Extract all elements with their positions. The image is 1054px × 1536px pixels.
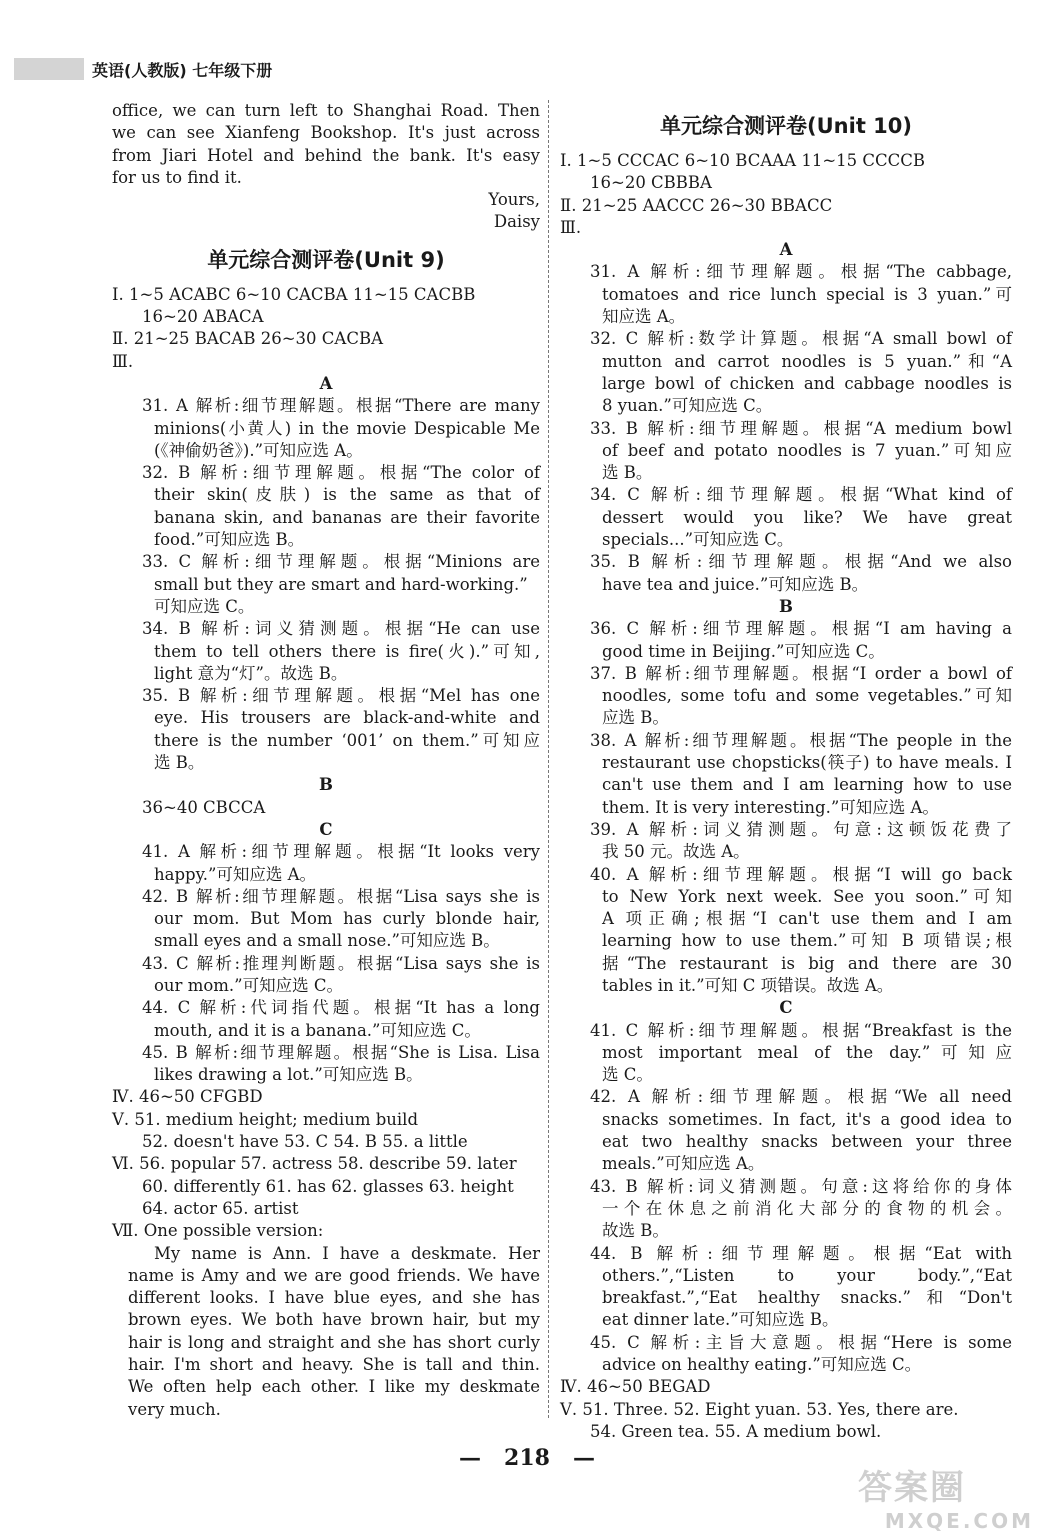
answer-line: Ⅰ. 1~5 CCCAC 6~10 BCAAA 11~15 CCCCB [560,151,926,170]
answer-line: 43. C 解析:推理判断题。根据“Lisa says she is [142,953,540,973]
answer-line: specials...”可知应选 C。 [602,530,794,550]
answer-line: them. It is very interesting.”可知应选 A。 [602,797,939,817]
answer-line: eat dinner late.”可知应选 B。 [602,1310,839,1330]
answer-line: Ⅳ. 46~50 CFGBD [112,1087,263,1107]
answer-line: Ⅴ. 51. medium height; medium build [112,1109,419,1129]
answer-line: 32. B 解析:细节理解题。根据“The color of [142,463,540,483]
section-title: 单元综合测评卷(Unit 9) [207,247,445,272]
page-number: — 218 — [459,1445,595,1471]
answer-line: snacks sometimes. In fact, it's a good idea to [602,1109,1012,1129]
answer-line: Ⅱ. 21~25 AACCC 26~30 BBACC [560,195,833,215]
answer-line: My name is Ann. I have a deskmate. Her [154,1243,540,1263]
answer-line: 故选 B。 [602,1221,669,1241]
answer-line: A [319,373,333,393]
answer-line: breakfast.”,“Eat healthy snacks.”和“Don't [602,1288,1012,1308]
answer-line: Ⅳ. 46~50 BEGAD [560,1377,711,1397]
answer-line: 34. B 解析:词义猜测题。根据“He can use [142,619,540,639]
answer-line: their skin(皮肤) is the same as that of [154,485,540,505]
answer-line: tables in it.”可知 C 项错误。故选 A。 [602,975,894,995]
answer-line: dessert would you like? We have great [602,507,1012,527]
answer-line: hair is long and straight and she has short curly [128,1332,540,1352]
answer-line: 知应选 A。 [602,307,686,327]
answer-line: 42. A 解析:细节理解题。根据“We all need [590,1087,1012,1107]
answer-line: C [319,819,333,839]
answer-line: 选 C。 [602,1065,653,1085]
answer-line: 41. A 解析:细节理解题。根据“It looks very [142,842,540,862]
answer-line: 44. C 解析:代词指代题。根据“It has a long [142,998,540,1018]
answer-line: different looks. I have blue eyes, and she has [128,1288,540,1308]
answer-line: most important meal of the day.”可知应 [602,1042,1012,1062]
answer-line: 64. actor 65. artist [142,1198,299,1218]
answer-line: We often help each other. I like my deskmate [128,1377,540,1397]
answer-line: restaurant use chopsticks(筷子) to have meals. I [602,753,1012,773]
answer-line: 54. Green tea. 55. A medium bowl. [590,1421,882,1441]
answer-line: B [319,775,333,795]
answer-line: 35. B 解析:细节理解题。根据“And we also [590,552,1012,572]
answer-line: eye. His trousers are black-and-white and [154,708,540,728]
answer-line: C [779,998,793,1018]
answer-line: name is Amy and we are good friends. We have [128,1265,540,1285]
answer-line: our mom.”可知应选 C。 [154,975,343,995]
answer-line: 据“The restaurant is big and there are 30 [602,953,1012,973]
answer-line: 34. C 解析:细节理解题。根据“What kind of [590,485,1012,505]
answer-line: B [779,596,793,616]
answer-line: have tea and juice.”可知应选 B。 [602,574,869,594]
watermark [858,1460,1034,1533]
answer-line: Ⅶ. One possible version: [112,1221,324,1241]
watermark-logo: 答案圈 [858,1468,966,1508]
column-divider [548,100,549,1418]
answer-line: tomatoes and rice lunch special is 3 yuan.”可 [602,284,1012,304]
answer-line: good time in Beijing.”可知应选 C。 [602,641,885,661]
answer-line: light 意为“灯”。故选 B。 [154,663,348,683]
answer-line: brown eyes. We both have brown hair, but my [128,1310,540,1330]
answer-line: mouth, and it is a banana.”可知应选 C。 [154,1020,481,1040]
answer-line: likes drawing a lot.”可知应选 B。 [154,1065,423,1085]
answer-line: banana skin, and bananas are their favorite [154,507,540,527]
answer-line: A 项正确;根据“I can't use them and I am [602,909,1012,929]
answer-line: can't use them and I am learning how to use [602,775,1012,795]
answer-line: learning how to use them.”可知 B 项错误;根 [602,931,1012,951]
answer-line: Daisy [493,212,540,232]
answer-line: 45. B 解析:细节理解题。根据“She is Lisa. Lisa [142,1042,540,1062]
answer-line: to New York next week. See you soon.”可知 [602,886,1012,906]
section-title: 单元综合测评卷(Unit 10) [660,114,912,138]
answer-line: there is the number ‘001’ on them.”可知应 [154,730,540,750]
answer-line: them to tell others there is fire(火).”可知, [154,641,540,661]
answer-line: 16~20 ABACA [142,307,264,327]
answer-line: 一个在休息之前消化大部分的食物的机会。 [602,1198,1012,1218]
answer-line: we can see Xianfeng Bookshop. It's just across [112,123,540,143]
answer-line: A [779,240,793,260]
answer-line: Ⅰ. 1~5 ACABC 6~10 CACBA 11~15 CACBB [112,284,476,304]
answer-line: 60. differently 61. has 62. glasses 63. height [142,1176,514,1196]
answer-line: 37. B 解析:细节理解题。根据“I order a bowl of [590,663,1012,683]
header-band [14,58,84,80]
answer-line: 36~40 CBCCA [142,797,266,817]
answer-line: 选 B。 [602,463,653,483]
answer-line: 33. B 解析:细节理解题。根据“A medium bowl [590,418,1012,438]
running-header: 英语(人教版) 七年级下册 [92,61,273,80]
answer-line: meals.”可知应选 A。 [602,1154,765,1174]
answer-line: 36. C 解析:细节理解题。根据“I am having a [590,619,1012,639]
answer-line: 应选 B。 [602,708,669,728]
answer-line: our mom. But Mom has curly blonde hair, [154,909,540,929]
answer-line: 可知应选 C。 [154,596,255,616]
answer-line: large bowl of chicken and cabbage noodles is [602,373,1012,393]
answer-line: 44. B 解析:细节理解题。根据“Eat with [590,1243,1012,1263]
answer-line: 40. A 解析:细节理解题。根据“I will go back [590,864,1012,884]
answer-line: mutton and carrot noodles is 5 yuan.”和“A [602,351,1012,371]
answer-line: Ⅲ. [112,351,134,371]
answer-line: 选 B。 [154,753,205,773]
answer-line: 16~20 CBBBA [590,173,712,193]
answer-line: small but they are smart and hard-working.” [154,574,528,594]
right-column [560,100,1012,1443]
answer-line: 我 50 元。故选 A。 [602,842,750,862]
answer-line: small eyes and a small nose.”可知应选 B。 [154,931,500,951]
answer-line: for us to find it. [112,167,242,187]
answer-line: very much. [128,1399,221,1419]
answer-line: 33. C 解析:细节理解题。根据“Minions are [142,552,540,572]
watermark-url: MXQE.COM [884,1509,1034,1533]
answer-line: 8 yuan.”可知应选 C。 [602,396,773,416]
left-column [112,100,540,1421]
page-number-value: 218 [504,1445,550,1471]
answer-line: 39. A 解析:词义猜测题。句意:这顿饭花费了 [590,819,1012,839]
answer-line: 38. A 解析:细节理解题。根据“The people in the [590,730,1012,750]
answer-line: office, we can turn left to Shanghai Road. Then [112,101,540,120]
answer-line: Yours, [488,190,540,210]
answer-line: food.”可知应选 B。 [154,530,305,550]
answer-line: 31. A 解析:细节理解题。根据“The cabbage, [590,262,1012,282]
answer-line: (《神偷奶爸》).”可知应选 A。 [154,440,363,460]
answer-line: 52. doesn't have 53. C 54. B 55. a little [142,1132,468,1152]
answer-line: 45. C 解析:主旨大意题。根据“Here is some [590,1332,1012,1352]
answer-line: 41. C 解析:细节理解题。根据“Breakfast is the [590,1020,1012,1040]
answer-line: 32. C 解析:数学计算题。根据“A small bowl of [590,329,1012,349]
answer-line: Ⅴ. 51. Three. 52. Eight yuan. 53. Yes, there are. [560,1399,959,1419]
answer-line: noodles, some tofu and some vegetables.”可知 [602,686,1012,706]
answer-line: advice on healthy eating.”可知应选 C。 [602,1355,922,1375]
answer-line: 42. B 解析:细节理解题。根据“Lisa says she is [142,886,540,906]
answer-line: Ⅵ. 56. popular 57. actress 58. describe 59. later [112,1154,517,1174]
answer-line: 43. B 解析:词义猜测题。句意:这将给你的身体 [590,1176,1012,1196]
answer-line: Ⅲ. [560,217,582,237]
answer-line: eat two healthy snacks between your three [602,1132,1012,1152]
answer-line: Ⅱ. 21~25 BACAB 26~30 CACBA [112,329,383,349]
answer-line: hair. I'm short and heavy. She is tall and thin. [128,1355,540,1375]
answer-line: from Jiari Hotel and behind the bank. It's easy [112,145,540,165]
answer-line: minions(小黄人) in the movie Despicable Me [154,418,540,438]
answer-line: 35. B 解析:细节理解题。根据“Mel has one [142,686,540,706]
answer-line: 31. A 解析:细节理解题。根据“There are many [142,396,540,416]
answer-line: others.”,“Listen to your body.”,“Eat [602,1265,1012,1285]
answer-line: happy.”可知应选 A。 [154,864,317,884]
answer-line: of beef and potato noodles is 7 yuan.”可知应 [602,440,1012,460]
